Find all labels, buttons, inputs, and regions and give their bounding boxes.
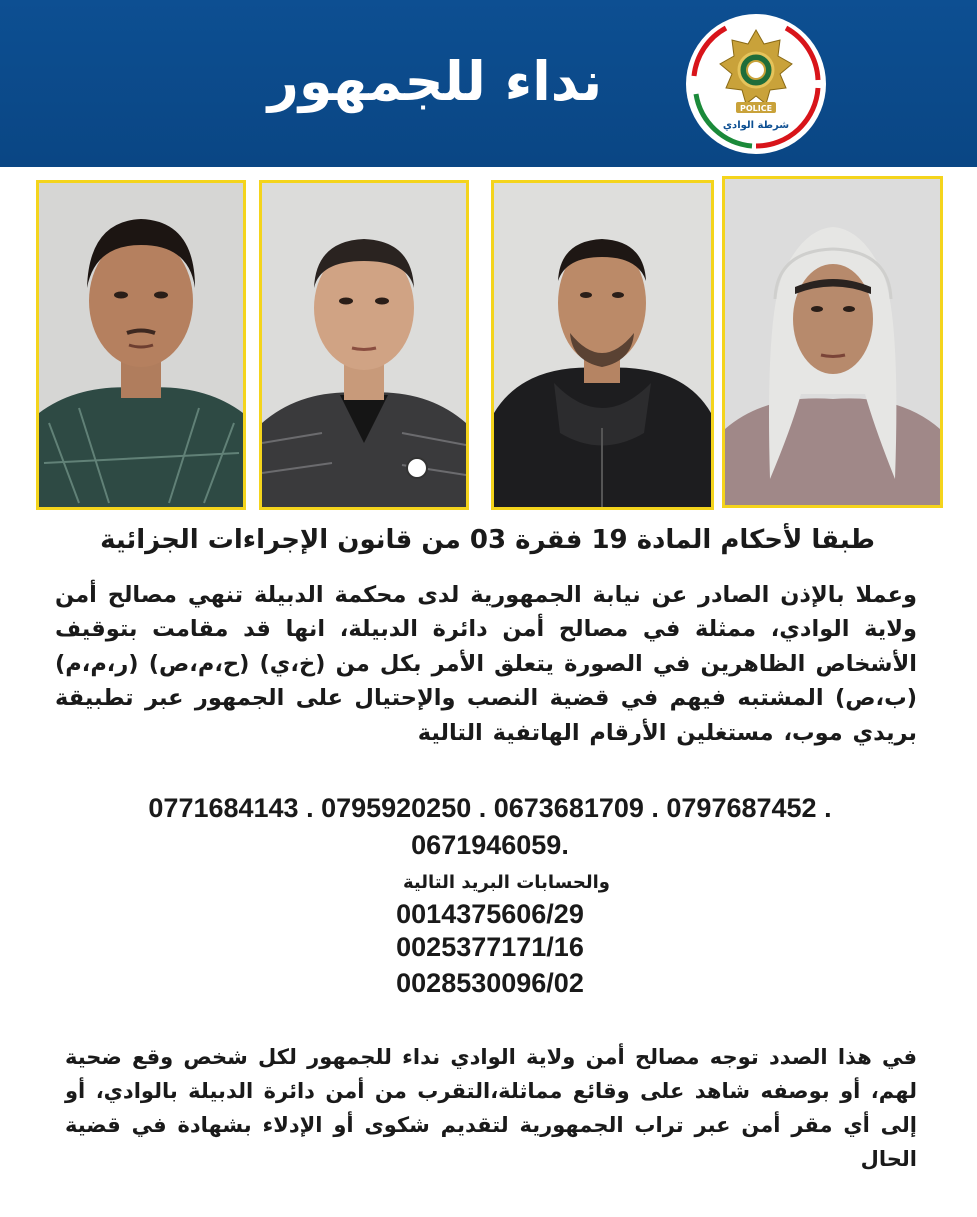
page-title: نداء للجمهور	[267, 50, 603, 113]
postal-account: 0025377171/16	[396, 932, 584, 962]
phone-numbers-line-1: 0771684143 . 0795920250 . 0673681709 . 0797687452 .	[148, 793, 832, 823]
police-emblem-icon	[686, 14, 826, 154]
postal-account: 0014375606/29	[396, 899, 584, 929]
postal-account: 0028530096/02	[396, 968, 584, 998]
suspect-photo-4	[722, 176, 943, 508]
suspect-photo-1	[36, 180, 246, 510]
accounts-label: والحسابات البريد التالية	[403, 872, 610, 893]
header-banner	[0, 0, 977, 167]
suspect-photo-2	[259, 180, 469, 510]
notice-paragraph: وعملا بالإذن الصادر عن نيابة الجمهورية لدى محكمة الدبيلة تنهي مصالح أمن ولاية الوادي، ممثلة في مصالح أمن دائرة الدبيلة، انها قد مقامت بتوقيف الأشخاص الظاهرين في الصورة يتعلق الأمر بكل من (خ،ي) (ح،م،ص) (ر،م،م) (ب،ص) المشتبه فيهم في قضية النصب والإحتيال على الجمهور عبر تطبيقة بريدي موب، مستغلين الأرقام الهاتفية التالية	[55, 582, 917, 746]
svg-text:POLICE: POLICE	[739, 104, 773, 113]
phone-numbers	[100, 790, 880, 864]
legal-basis-heading: طبقا لأحكام المادة 19 فقرة 03 من قانون الإجراءات الجزائية	[100, 525, 875, 555]
suspect-photo-3	[491, 180, 714, 510]
svg-text:شرطة الوادي: شرطة الوادي	[722, 120, 790, 131]
closing-appeal: في هذا الصدد توجه مصالح أمن ولاية الوادي نداء للجمهور لكل شخص وقع ضحية لهم، أو بوصفه شاهد على وقائع مماثلة،التقرب من أمن دائرة الدبيلة بالوادي، أو إلى أي مقر أمن عبر تراب الجمهورية لتقديم شكوى أو الإدلاء بشهادة في قضية الحال	[65, 1045, 917, 1171]
phone-numbers-line-2: 0671946059.	[411, 830, 569, 860]
police-logo	[686, 14, 826, 154]
